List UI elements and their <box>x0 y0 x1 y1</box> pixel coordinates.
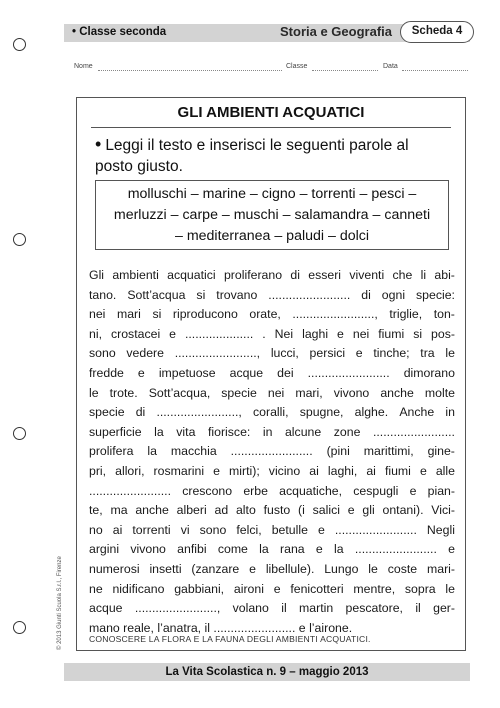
name-line[interactable] <box>98 70 282 71</box>
binder-hole-4 <box>13 621 26 634</box>
footer-bar: La Vita Scolastica n. 9 – maggio 2013 <box>64 663 470 681</box>
binder-hole-3 <box>13 427 26 440</box>
instruction <box>95 134 451 177</box>
word-bank-line: – mediterranea – paludi – dolci <box>174 228 370 244</box>
date-label: Data <box>383 63 398 70</box>
passage-line: nei mari si riproducono orate, ........................, triglie, ton- <box>89 307 455 322</box>
passage-line: ni, crostacei e .................... . Nei laghi e nei fiumi si pos- <box>89 326 455 341</box>
instruction-line-2: posto giusto. <box>95 158 183 175</box>
passage-line: le trote. Sott’acqua, specie nei mari, vivono anche molte <box>89 385 455 400</box>
title-divider <box>91 127 451 128</box>
passage-line: prolifera la macchia ........................ (pini marittimi, gine- <box>89 444 455 459</box>
binder-hole-2 <box>13 233 26 246</box>
cloze-passage <box>89 266 455 638</box>
date-line[interactable] <box>402 70 468 71</box>
passage-line: pri, allori, rosmarini e mirti); vicino ai laghi, ai fiumi e alle <box>89 463 455 478</box>
word-bank-line: merluzzi – carpe – muschi – salamandra – canneti <box>113 207 431 223</box>
bullet-icon: • <box>95 134 102 154</box>
class-field-label: Classe <box>286 63 308 70</box>
header-bar <box>64 24 470 42</box>
passage-line: no ai torrenti vi sono felci, betulle e ........................ Negli <box>89 522 455 537</box>
exercise-frame <box>76 97 466 651</box>
passage-line: ........................ crescono erbe acquatiche, cespugli e pian- <box>89 483 455 498</box>
passage-line: fredde e impetuose acque dei ........................ dimorano <box>89 365 455 380</box>
passage-line: superficie la vita fiorisce: in alcune zone ........................ <box>89 424 455 439</box>
word-bank <box>95 180 449 250</box>
passage-line: specie di ........................, coralli, spugne, alghe. Anche in <box>89 405 455 420</box>
passage-line: argini vivono anfibi come la rana e la ........................ e <box>89 542 455 557</box>
passage-line: mano reale, l’anatra, il ........................ e l’airone. <box>89 620 353 635</box>
word-bank-line: molluschi – marine – cigno – torrenti – pesci – <box>127 186 417 202</box>
passage-line: acque ........................, volano il martin pescatore, il ger- <box>89 601 455 616</box>
subject-title: Storia e Geografia <box>280 24 392 39</box>
copyright-notice: © 2013 Giunti Scuola S.r.l., Firenze <box>57 556 63 650</box>
passage-line: ne nidificano gabbiani, aironi e fenicotteri mentre, sopra le <box>89 581 455 596</box>
passage-line: te, ma anche alberi ad alto fusto (i salici e gli ontani). Vici- <box>89 503 455 518</box>
name-label: Nome <box>74 63 93 70</box>
sheet-badge: Scheda 4 <box>400 21 474 43</box>
class-label: • Classe seconda <box>72 26 167 38</box>
passage-line: Gli ambienti acquatici proliferano di esseri viventi che li abi- <box>89 268 455 282</box>
passage-line: tano. Sott’acqua si trovano ........................ di ogni specie: <box>89 287 455 302</box>
binder-hole-1 <box>13 38 26 51</box>
passage-line: numerosi insetti (zanzare e libellule). Lungo le coste mari- <box>89 561 455 576</box>
passage-line: sono vedere ........................, lucci, persici e tinche; tra le <box>89 346 455 361</box>
instruction-line-1: Leggi il testo e inserisci le seguenti parole al <box>105 137 409 154</box>
exercise-title: GLI AMBIENTI ACQUATICI <box>177 104 365 121</box>
learning-objective: CONOSCERE LA FLORA E LA FAUNA DEGLI AMBIENTI ACQUATICI. <box>89 634 371 644</box>
student-fields <box>74 63 470 75</box>
class-line[interactable] <box>312 70 378 71</box>
